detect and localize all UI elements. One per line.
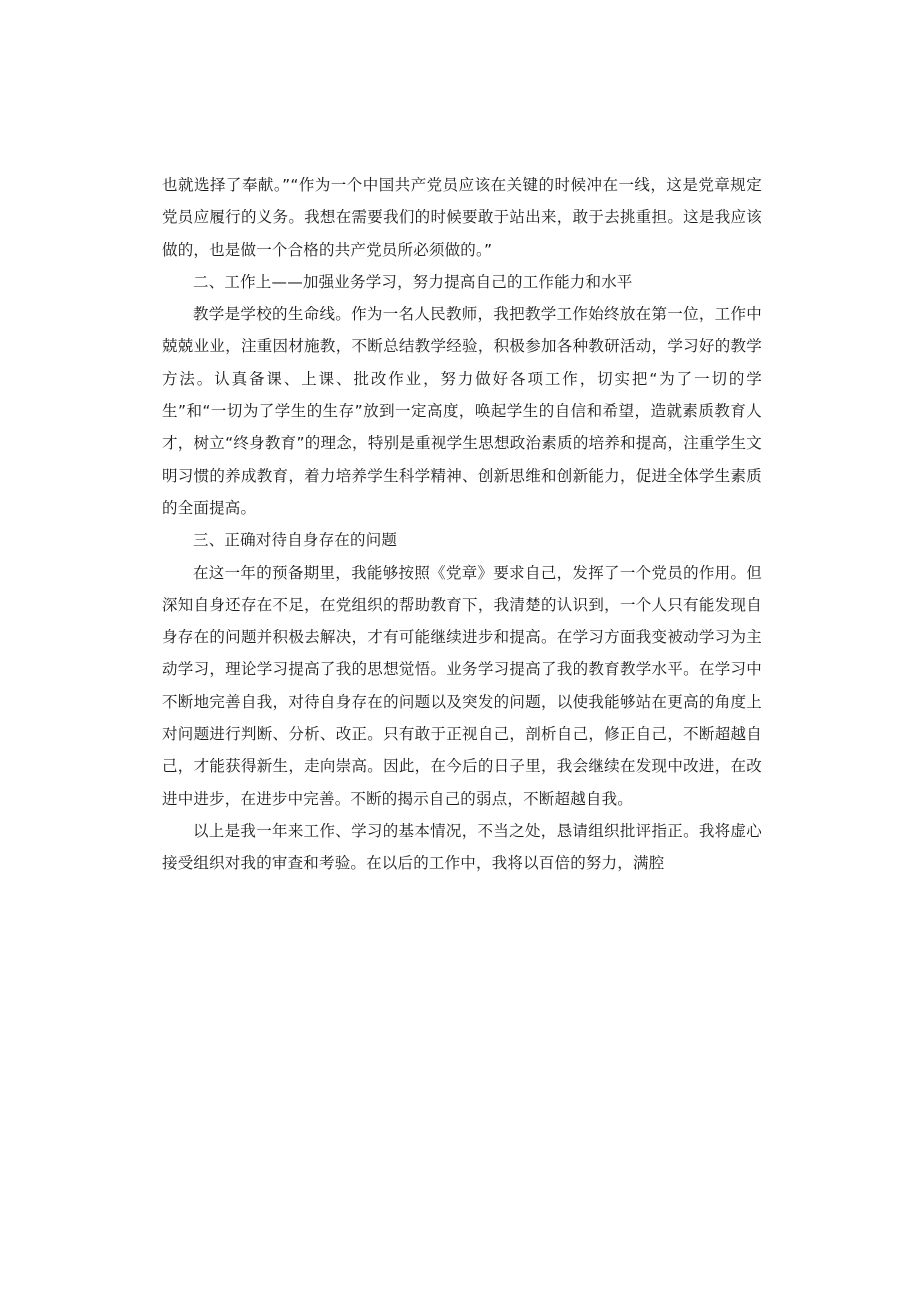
section-heading-work: 二、工作上——加强业务学习，努力提高自己的工作能力和水平 xyxy=(193,272,633,291)
paragraph-continuation: 也就选择了奉献。”“作为一个中国共产党员应该在关键的时候冲在一线，这是党章规定党员应履行的义务。我想在需要我们的时候要敢于站出来，敢于去挑重担。这是我应该做的，也是做一个合格的共产党员所必须做的。” xyxy=(162,176,762,259)
paragraph-self-reflection: 在这一年的预备期里，我能够按照《党章》要求自己，发挥了一个党员的作用。但深知自身还存在不足，在党组织的帮助教育下，我清楚的认识到，一个人只有能发现自身存在的问题并积极去解决，才有可能继续进步和提高。在学习方面我变被动学习为主动学习，理论学习提高了我的思想觉悟。业务学习提高了我的教育教学水平。在学习中不断地完善自我，对待自身存在的问题以及突发的问题，以使我能够站在更高的角度上对问题进行判断、分析、改正。只有敢于正视自己，剖析自己，修正自己，不断超越自己，才能获得新生，走向崇高。因此，在今后的日子里，我会继续在发现中改进，在改进中进步，在进步中完善。不断的揭示自己的弱点，不断超越自我。 xyxy=(162,563,762,808)
section-heading-problems: 三、正确对待自身存在的问题 xyxy=(193,531,398,550)
document-body xyxy=(162,169,762,880)
paragraph-conclusion: 以上是我一年来工作、学习的基本情况，不当之处，恳请组织批评指正。我将虚心接受组织对我的审查和考验。在以后的工作中，我将以百倍的努力，满腔 xyxy=(162,821,762,873)
paragraph-teaching: 教学是学校的生命线。作为一名人民教师，我把教学工作始终放在第一位，工作中兢兢业业，注重因材施教，不断总结教学经验，积极参加各种教研活动，学习好的教学方法。认真备课、上课、批改作业，努力做好各项工作，切实把“为了一切的学生”和“一切为了学生的生存”放到一定高度，唤起学生的自信和希望，造就素质教育人才，树立“终身教育”的理念，特别是重视学生思想政治素质的培养和提高，注重学生文明习惯的养成教育，着力培养学生科学精神、创新思维和创新能力，促进全体学生素质的全面提高。 xyxy=(162,305,762,517)
